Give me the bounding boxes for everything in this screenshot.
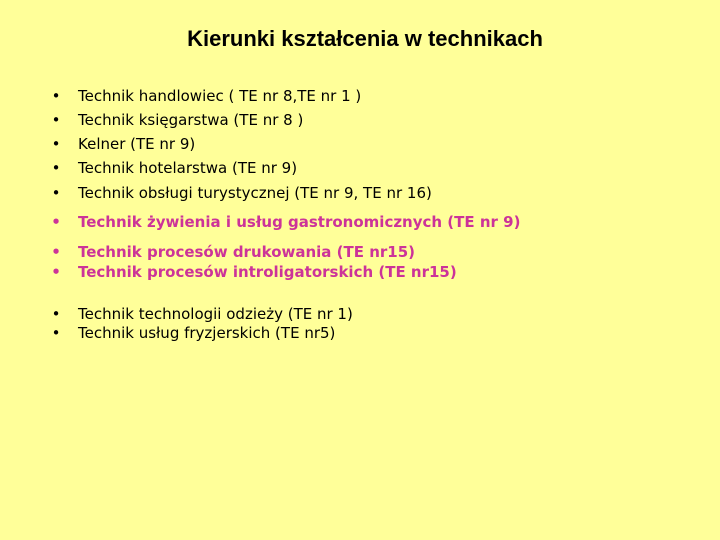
list-item-label: Technik żywienia i usług gastronomicznych (TE nr 9) bbox=[78, 213, 521, 231]
bullet: • bbox=[51, 111, 61, 129]
list-item-label: Technik księgarstwa (TE nr 8 ) bbox=[78, 111, 304, 129]
bullet: • bbox=[51, 87, 61, 105]
list-item-label: Technik obsługi turystycznej (TE nr 9, TE nr 16) bbox=[78, 184, 432, 202]
page-title: Kierunki kształcenia w technikach bbox=[187, 26, 543, 51]
bullet: • bbox=[51, 243, 61, 261]
bullet: • bbox=[51, 305, 61, 323]
list-item-label: Technik procesów introligatorskich (TE nr15) bbox=[78, 263, 457, 281]
list-item-label: Technik hotelarstwa (TE nr 9) bbox=[78, 159, 298, 177]
list-item-label: Kelner (TE nr 9) bbox=[78, 135, 196, 153]
bullet: • bbox=[51, 213, 61, 231]
bullet: • bbox=[51, 263, 61, 281]
list-item-label: Technik usług fryzjerskich (TE nr5) bbox=[78, 324, 336, 342]
list-item-label: Technik handlowiec ( TE nr 8,TE nr 1 ) bbox=[78, 87, 362, 105]
bullet: • bbox=[51, 135, 61, 153]
list-item-label: Technik technologii odzieży (TE nr 1) bbox=[78, 305, 353, 323]
bullet: • bbox=[51, 184, 61, 202]
bullet: • bbox=[51, 159, 61, 177]
list-item-label: Technik procesów drukowania (TE nr15) bbox=[78, 243, 416, 261]
bullet: • bbox=[51, 324, 61, 342]
